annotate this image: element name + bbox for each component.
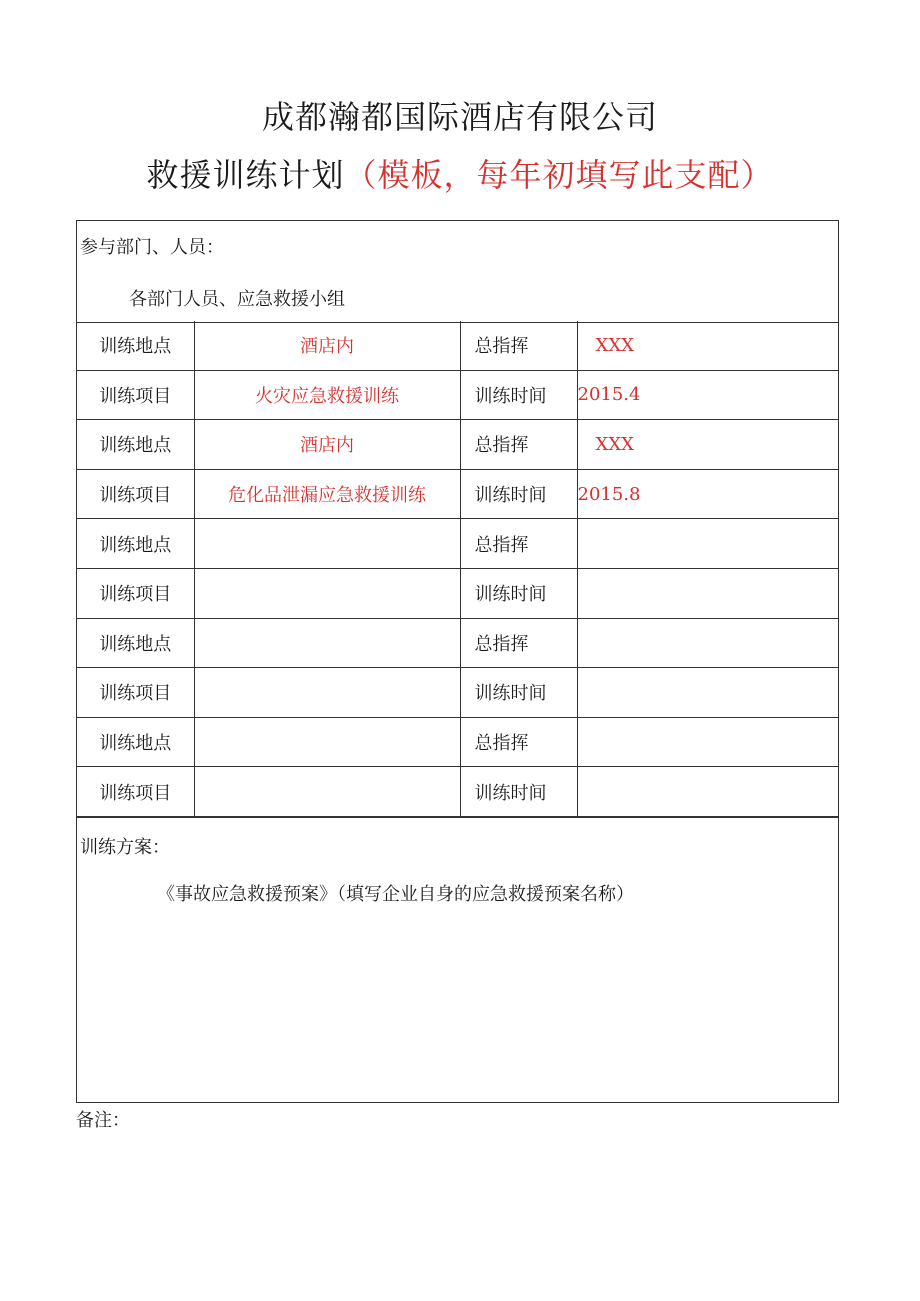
row-label: 训练项目 bbox=[77, 568, 194, 618]
row-label2: 总指挥 bbox=[460, 321, 577, 370]
row-value: 酒店内 bbox=[194, 321, 460, 370]
row-label: 训练地点 bbox=[77, 420, 194, 470]
row-label2: 训练时间 bbox=[460, 370, 577, 420]
table-row bbox=[77, 519, 838, 569]
row-value2 bbox=[577, 519, 838, 569]
row-value2 bbox=[577, 668, 838, 718]
plan-label: 训练方案： bbox=[80, 837, 170, 858]
row-value2 bbox=[577, 767, 838, 817]
row-value2 bbox=[577, 618, 838, 668]
table-row bbox=[77, 568, 838, 618]
plan-value: 《事故应急救援预案》（填写企业自身的应急救援预案名称） bbox=[157, 884, 634, 905]
company-title: 成都瀚都国际酒店有限公司 bbox=[261, 98, 658, 136]
row-value2 bbox=[577, 717, 838, 767]
row-label: 训练项目 bbox=[77, 469, 194, 519]
row-label2: 总指挥 bbox=[460, 519, 577, 569]
table-row bbox=[77, 420, 838, 470]
table-row bbox=[77, 767, 838, 817]
table-row bbox=[77, 618, 838, 668]
row-label: 训练地点 bbox=[77, 618, 194, 668]
plan-title-note: （模板，每年初填写此支配） bbox=[344, 156, 774, 194]
row-value2: 2015.4 bbox=[577, 370, 838, 420]
row-value bbox=[194, 519, 460, 569]
row-value: 火灾应急救援训练 bbox=[194, 370, 460, 420]
row-value bbox=[194, 668, 460, 718]
training-plan-form bbox=[76, 220, 839, 1103]
participants-label: 参与部门、人员： bbox=[80, 237, 224, 258]
row-label2: 训练时间 bbox=[460, 469, 577, 519]
row-label2: 总指挥 bbox=[460, 618, 577, 668]
row-label: 训练地点 bbox=[77, 519, 194, 569]
row-value2: XXX bbox=[577, 420, 838, 470]
row-label: 训练项目 bbox=[77, 767, 194, 817]
row-value bbox=[194, 568, 460, 618]
row-label2: 训练时间 bbox=[460, 767, 577, 817]
table-row bbox=[77, 321, 838, 370]
row-value bbox=[194, 618, 460, 668]
plan-title-main: 救援训练计划 bbox=[146, 156, 345, 194]
participants-value: 各部门人员、应急救援小组 bbox=[129, 289, 345, 310]
row-label2: 总指挥 bbox=[460, 717, 577, 767]
row-value: 酒店内 bbox=[194, 420, 460, 470]
participants-section bbox=[77, 221, 838, 323]
row-value2: 2015.8 bbox=[577, 469, 838, 519]
row-value2: XXX bbox=[577, 321, 838, 370]
row-value2 bbox=[577, 568, 838, 618]
table-row bbox=[77, 469, 838, 519]
training-table bbox=[77, 321, 838, 817]
row-label: 训练地点 bbox=[77, 321, 194, 370]
row-label: 训练项目 bbox=[77, 370, 194, 420]
row-label2: 总指挥 bbox=[460, 420, 577, 470]
row-label: 训练地点 bbox=[77, 717, 194, 767]
row-label2: 训练时间 bbox=[460, 668, 577, 718]
row-value bbox=[194, 767, 460, 817]
table-row bbox=[77, 668, 838, 718]
row-label: 训练项目 bbox=[77, 668, 194, 718]
plan-section bbox=[77, 817, 838, 1104]
row-value bbox=[194, 717, 460, 767]
table-row bbox=[77, 717, 838, 767]
row-label2: 训练时间 bbox=[460, 568, 577, 618]
row-value: 危化品泄漏应急救援训练 bbox=[194, 469, 460, 519]
remark-label: 备注： bbox=[76, 1110, 130, 1131]
table-row bbox=[77, 370, 838, 420]
plan-title bbox=[0, 150, 920, 196]
